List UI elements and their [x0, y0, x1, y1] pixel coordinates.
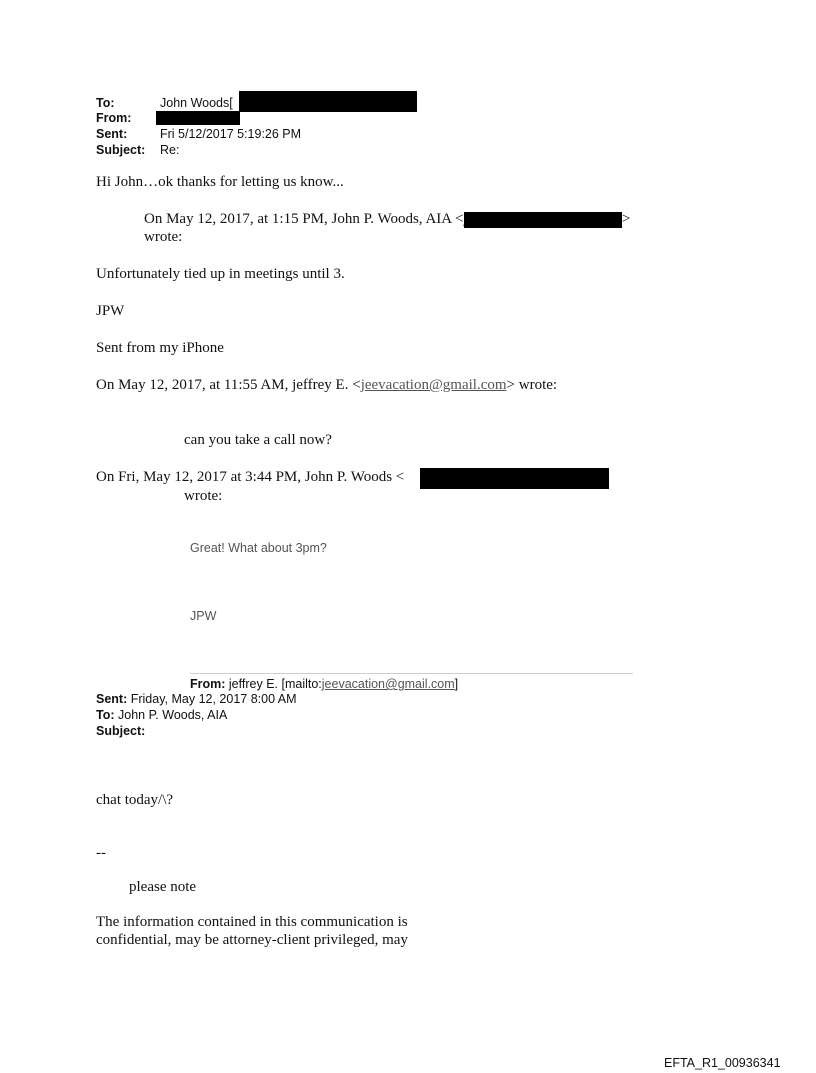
- quote3-wrote: wrote:: [184, 488, 223, 504]
- quote1-wrote: wrote:: [144, 229, 183, 245]
- signature-jpw: JPW: [96, 303, 125, 319]
- quote1-attribution-pre: On May 12, 2017, at 1:15 PM, John P. Woods, AIA <: [144, 211, 464, 227]
- greeting-text: Hi John…ok thanks for letting us know...: [96, 174, 344, 190]
- forward-email-link[interactable]: jeevacation@gmail.com: [321, 677, 455, 691]
- subject-label: Subject:: [96, 143, 146, 157]
- call-now-text: can you take a call now?: [184, 432, 332, 448]
- forward-from-line: [190, 677, 458, 691]
- forward-to-line: [96, 708, 227, 722]
- forward-sent-label: Sent:: [96, 692, 128, 706]
- forward-subject-label: Subject:: [96, 724, 146, 738]
- forward-from-post: ]: [454, 677, 459, 691]
- redaction-bar: [420, 468, 609, 489]
- forward-sent-line: [96, 692, 297, 706]
- quote1-attribution-post: >: [621, 211, 631, 227]
- forward-from-label: From:: [190, 677, 226, 691]
- redaction-bar: [156, 111, 240, 125]
- sent-from-text: Sent from my iPhone: [96, 340, 224, 356]
- forward-to-label: To:: [96, 708, 115, 722]
- redaction-bar: [239, 91, 417, 112]
- from-label: From:: [96, 111, 132, 125]
- quote2-attribution-pre: On May 12, 2017, at 11:55 AM, jeffrey E. <: [96, 377, 361, 393]
- great-text: Great! What about 3pm?: [190, 541, 327, 555]
- divider-rule: [190, 673, 633, 674]
- quote3-attribution: On Fri, May 12, 2017 at 3:44 PM, John P. Woods <: [96, 469, 405, 485]
- please-note-text: please note: [129, 879, 197, 895]
- sent-value: Fri 5/12/2017 5:19:26 PM: [160, 127, 302, 141]
- dashes-text: --: [96, 845, 106, 861]
- confidential-line-2: confidential, may be attorney-client privileged, may: [96, 932, 408, 948]
- confidential-line-1: The information contained in this communication is: [96, 914, 408, 930]
- quote1-attribution: [144, 211, 630, 228]
- forward-to-value: John P. Woods, AIA: [118, 708, 228, 722]
- chat-text: chat today/\?: [96, 792, 174, 808]
- to-label: To:: [96, 96, 115, 110]
- forward-sent-value: Friday, May 12, 2017 8:00 AM: [130, 692, 297, 706]
- quote2-attribution-post: > wrote:: [506, 377, 558, 393]
- subject-value: Re:: [160, 143, 180, 157]
- forward-from-pre: jeffrey E. [mailto:: [228, 677, 322, 691]
- signature-jpw-2: JPW: [190, 609, 217, 623]
- to-value: John Woods[: [160, 96, 233, 110]
- quote2-email-link[interactable]: jeevacation@gmail.com: [360, 377, 507, 393]
- redaction-bar: [464, 212, 622, 228]
- meetings-text: Unfortunately tied up in meetings until 3.: [96, 266, 345, 282]
- quote2-attribution: [96, 377, 557, 394]
- sent-label: Sent:: [96, 127, 128, 141]
- document-id: EFTA_R1_00936341: [664, 1056, 781, 1070]
